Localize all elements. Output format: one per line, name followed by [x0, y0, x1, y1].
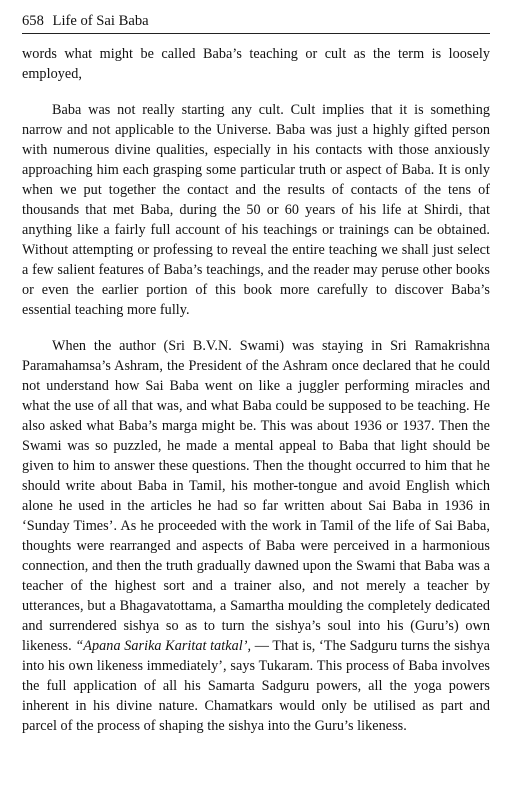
book-page — [22, 12, 490, 736]
paragraph-cult: Baba was not really starting any cult. Cult implies that it is something narrow and not applicable to the Universe. Baba was just a highly gifted person with numerous divine qualities, especially in his contacts with those anxiously approaching him each grasping some particular truth or aspect of Baba. It is only when we put together the contact and the results of contacts of the tens of thousands that met Baba, during the 50 or 60 years of his life at Shirdi, that anything like a fairly full account of his teachings or trainings can be obtained. Without attempting or professing to reveal the entire teaching we shall just select a few salient features of Baba’s teachings, and the reader may peruse other books or even the earlier portion of this book more carefully to discover Baba’s essential teaching more fully. — [22, 102, 490, 318]
running-header — [22, 12, 490, 34]
paragraph-author-story — [22, 336, 490, 736]
page-number: 658 — [22, 13, 44, 29]
body-text — [22, 44, 490, 736]
tukaram-quote: “Apana Sarika Karitat tatkal’, — [75, 638, 252, 654]
paragraph-author-story-end: — That is, ‘The Sadguru turns the sishya into his own likeness immediately’, says Tukaram. This process of Baba involves the full application of all his Samarta Sadguru powers, all the yoga powers inherent in his divine nature. Chamatkars would only be utilised as part and parcel of the process of shaping the sishya into the Guru’s likeness. — [22, 638, 490, 734]
book-title: Life of Sai Baba — [52, 13, 149, 29]
paragraph-continuation: words what might be called Baba’s teaching or cult as the term is loosely employed, — [22, 46, 490, 82]
paragraph-author-story-text: When the author (Sri B.V.N. Swami) was staying in Sri Ramakrishna Paramahamsa’s Ashram, the President of the Ashram once declared that he could not understand how Sai Baba went on like a juggler performing miracles and what the use of all that was, and what Baba could be supposed to be teaching. He also asked what Baba’s marga might be. This was about 1936 or 1937. Then the Swami was so puzzled, he made a mental appeal to Baba that light should be given to him to answer these questions. Then the thought occurred to him that he should write about Baba in Tamil, his mother-tongue and avoid English which alone he used in the articles he had so far written about Sai Baba in 1936 in ‘Sunday Times’. As he proceeded with the work in Tamil of the life of Sai Baba, thoughts were rearranged and aspects of Baba were perceived in a harmonious connection, and then the truth gradually dawned upon the Swami that Baba was a teacher of the highest sort and a trainer also, and not merely a teacher by utterances, but a Bhagavatottama, a Samartha moulding the completely dedicated and surrendered sishya so as to turn the sishya’s soul into his (Guru’s) own likeness. — [22, 338, 490, 654]
